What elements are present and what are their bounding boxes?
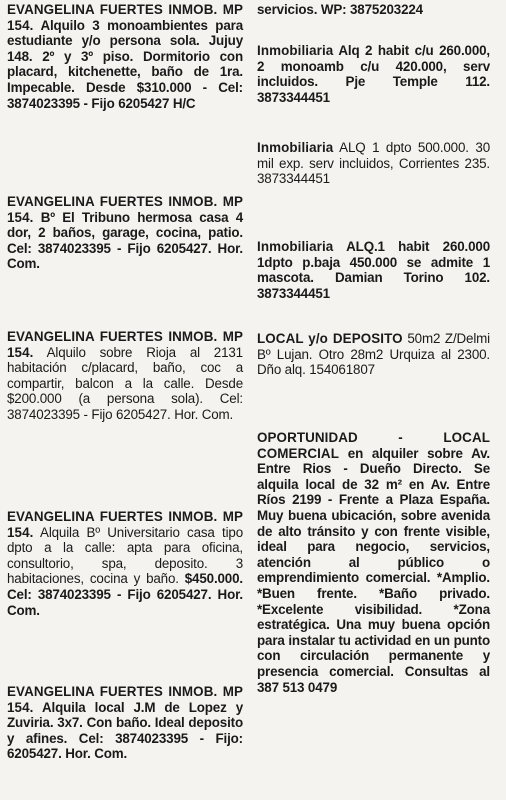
- ad-header: OPORTUNIDAD - LOCAL COMERCIAL: [257, 430, 490, 461]
- ad-header: EVANGELINA FUERTES INMOB. MP 154.: [7, 684, 243, 715]
- ad-header: EVANGELINA FUERTES INMOB. MP 154.: [7, 194, 243, 225]
- ad-header: Inmobiliaria: [257, 239, 334, 254]
- classified-ad: [7, 2, 243, 111]
- ad-text: Alquila local J.M de Lopez y Zuviria. 3x7. Con baño. Ideal deposito y afines. Cel: 3874023395 - Fijo: 6205427. Hor. Com.: [7, 699, 243, 762]
- classified-ad: [7, 684, 243, 762]
- ad-text: en alquiler sobre Av. Entre Rios - Dueño Directo. Se alquila local de 32 m² en Av. Entre Ríos 2199 - Frente a Plaza España. Muy buena ubicación, sobre avenida de alto tránsito y con frente visible, ideal para negocio, servicios, atención al público o emprendimiento comercial. *Amplio. *Buen frente. *Baño privado. *Excelente visibilidad. *Zona estratégica. Una muy buena opción para instalar tu actividad en un punto con circulación permanente y presencia comercial. Consultas al 387 513 0479: [257, 445, 491, 695]
- ad-header: Inmobiliaria: [257, 140, 334, 155]
- ad-text: ALQ.1 habit 260.000 1dpto p.baja 450.000 se admite 1 mascota. Damian Torino 102. 3873344451: [257, 239, 490, 301]
- ad-text: Alquila Bº Universitario casa tipo dpto a la calle: apta para oficina, consultorio, spa, deposito. 3 habitaciones, cocina y baño.: [7, 524, 243, 587]
- classified-ad: [257, 140, 490, 187]
- classified-ad: [7, 509, 243, 618]
- ad-header: EVANGELINA FUERTES INMOB. MP 154.: [7, 509, 243, 540]
- ad-text: Alquilo 3 monoambientes para estudiante y/o persona sola. Jujuy 148. 2º y 3º piso. Dormitorio con placard, kitchenette, baño de 1ra. Impecable. Desde $310.000 - Cel: 3874023395 - Fijo 6205427 H/C: [7, 17, 243, 111]
- ad-text-tail: $450.000. Cel: 3874023395 - Fijo 6205427. Hor. Com.: [7, 571, 243, 618]
- ad-text: ALQ 1 dpto 500.000. 30 mil exp. serv incluidos, Corrientes 235. 3873344451: [257, 140, 490, 187]
- classified-ad: [257, 331, 490, 378]
- classified-ad: [7, 329, 243, 423]
- ad-header: Inmobiliaria: [257, 43, 334, 58]
- classified-ad: [257, 430, 490, 695]
- ad-text: 50m2 Z/Delmi Bº Lujan. Otro 28m2 Urquiza al 2300. Dño alq. 154061807: [257, 331, 490, 378]
- classified-ad: [257, 2, 490, 18]
- classified-ad: [257, 239, 490, 301]
- ad-header: EVANGELINA FUERTES INMOB. MP 154.: [7, 329, 243, 360]
- ad-text: Alquilo sobre Rioja al 2131 habitación c/placard, baño, coc a compartir, balcon a la calle. Desde $200.000 (a persona sola). Cel: 3874023395 - Fijo 6205427. Hor. Com.: [7, 344, 243, 422]
- ad-text: servicios. WP: 3875203224: [257, 2, 423, 17]
- classified-ad: [257, 43, 490, 105]
- ad-text: Alq 2 habit c/u 260.000, 2 monoamb c/u 420.000, serv incluidos. Pje Temple 112. 3873344451: [257, 43, 490, 105]
- ad-header: EVANGELINA FUERTES INMOB. MP 154.: [7, 2, 243, 33]
- ad-text: Bº El Tribuno hermosa casa 4 dor, 2 baños, garage, cocina, patio. Cel: 3874023395 - Fijo 6205427. Hor. Com.: [7, 209, 243, 272]
- ad-header: LOCAL y/o DEPOSITO: [257, 331, 403, 346]
- classified-ad: [7, 194, 243, 272]
